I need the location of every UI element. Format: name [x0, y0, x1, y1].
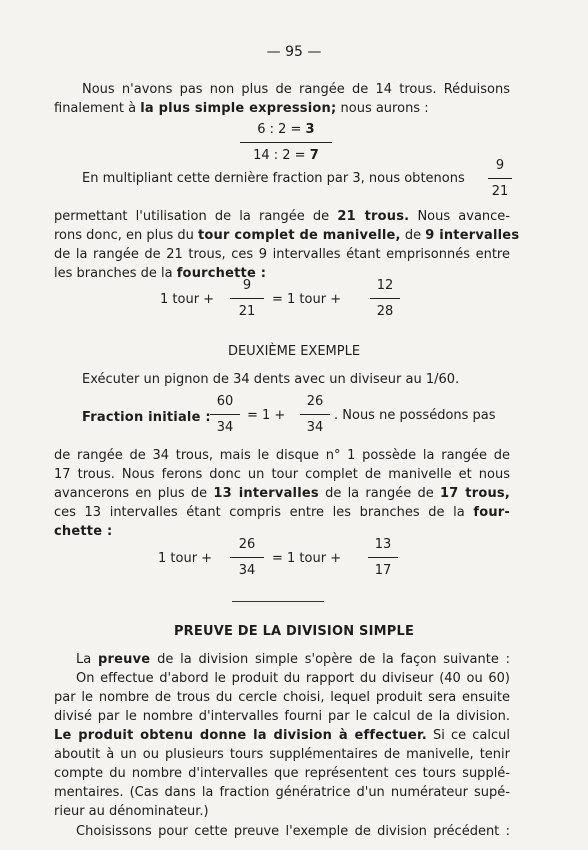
text-line: 17 trous. Nous ferons donc un tour complet de manivelle et nous: [54, 467, 510, 482]
fraction-26-34: 26 34: [300, 392, 330, 437]
text-line: Choisissons pour cette preuve l'exemple de division précédent :: [76, 824, 510, 839]
fraction-reduction: [240, 120, 332, 165]
fraction-26-34: 26 34: [230, 535, 264, 580]
fraction-bar: [240, 142, 332, 143]
text-line: . Nous ne possédons pas: [334, 408, 496, 423]
text-line: chette :: [54, 524, 113, 539]
bold-span: la plus simple expression;: [140, 101, 337, 116]
fraction-denominator: 14 : 2 = 7: [253, 148, 319, 163]
fraction-numerator: 6 : 2 = 3: [257, 122, 315, 137]
text-line: par le nombre de trous du cercle choisi, lequel produit sera ensuite: [54, 690, 510, 705]
text-line: de la rangée de 21 trous, ces 9 intervalles étant emprisonnés entre: [54, 247, 510, 262]
fraction-13-17: 13 17: [368, 535, 398, 580]
text-line: Le produit obtenu donne la division à effectuer. Si ce calcul: [54, 728, 510, 743]
section-heading: DEUXIÈME EXEMPLE: [227, 344, 361, 359]
text-line: ces 13 intervalles étant compris entre les branches de la four-: [54, 505, 510, 520]
fraction-60-34: 60 34: [210, 392, 240, 437]
fraction-denominator: 21: [491, 184, 509, 199]
equation-text: = 1 +: [247, 408, 286, 423]
text-line: avancerons en plus de 13 intervalles de la rangée de 17 trous,: [54, 486, 510, 501]
fraction-9-21: [488, 156, 512, 201]
equation-text: 1 tour +: [158, 551, 213, 566]
fraction-9-21: 9 21: [230, 276, 264, 321]
text-line: de rangée de 34 trous, mais le disque n° 1 possède la rangée de: [54, 448, 510, 463]
fraction-12-28: 12 28: [370, 276, 400, 321]
text-line: divisé par le nombre d'intervalles fourni par le calcul de la division.: [54, 709, 510, 724]
text-line: les branches de la fourchette :: [54, 266, 267, 281]
text-line: permettant l'utilisation de la rangée de 21 trous. Nous avance-: [54, 209, 510, 224]
equation-text: = 1 tour +: [272, 551, 342, 566]
text-line: La preuve de la division simple s'opère de la façon suivante :: [76, 652, 511, 667]
fraction-numerator: 9: [495, 158, 505, 173]
text-span: finalement à: [54, 101, 141, 116]
text-line: [54, 99, 510, 118]
text-line: Exécuter un pignon de 34 dents avec un diviseur au 1/60.: [82, 372, 460, 387]
text-span: nous aurons :: [336, 101, 429, 116]
text-line: Fraction initiale :: [82, 410, 211, 425]
separator-rule: [232, 601, 324, 602]
equation-text: 1 tour +: [160, 292, 215, 307]
text-line: Nous n'avons pas non plus de rangée de 14 trous. Réduisons: [82, 82, 510, 97]
text-line: On effectue d'abord le produit du rapport du diviseur (40 ou 60): [76, 671, 510, 686]
fraction-bar: [488, 178, 512, 179]
equation-text: = 1 tour +: [272, 292, 342, 307]
text-line: rons donc, en plus du tour complet de manivelle, de 9 intervalles: [54, 228, 520, 243]
text-line: rieur au dénominateur.): [54, 804, 209, 819]
page-number: — 95 —: [266, 44, 322, 60]
text-line: compte du nombre d'intervalles que représentent ces tours supplé-: [54, 766, 510, 781]
section-heading: PREUVE DE LA DIVISION SIMPLE: [173, 624, 415, 639]
text-line: En multipliant cette dernière fraction par 3, nous obtenons: [82, 171, 465, 186]
text-line: aboutit à un ou plusieurs tours supplémentaires de manivelle, tenir: [54, 747, 510, 762]
text-line: mentaires. (Cas dans la fraction génératrice d'un numérateur supé-: [54, 785, 510, 800]
